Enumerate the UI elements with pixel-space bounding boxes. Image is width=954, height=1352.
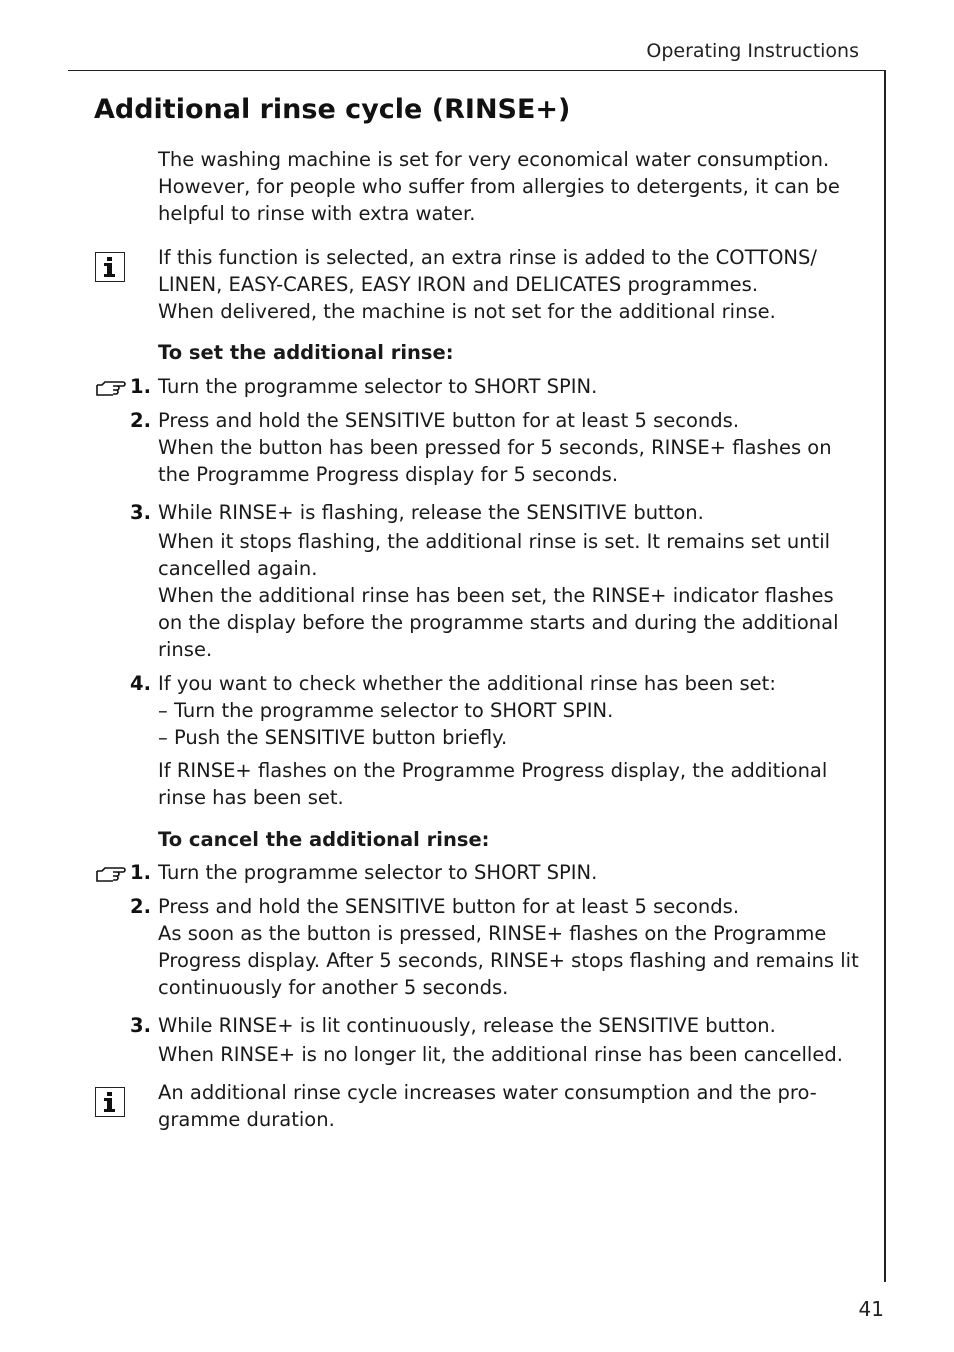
info-line: gramme duration. <box>158 1108 335 1131</box>
step-number: 3. <box>130 1014 151 1037</box>
step-number: 1. <box>130 375 151 398</box>
step-detail: If RINSE+ flashes on the Programme Progress display, the additional <box>158 759 828 782</box>
step-text: If you want to check whether the additional rinse has been set: <box>158 672 776 695</box>
intro-line: The washing machine is set for very economical water consumption. <box>158 148 830 171</box>
set-step-2 <box>158 407 858 488</box>
set-step-3 <box>158 499 858 526</box>
step-text: Press and hold the SENSITIVE button for at least 5 seconds. <box>158 895 740 918</box>
step-detail: When RINSE+ is no longer lit, the additional rinse has been cancelled. <box>158 1043 843 1066</box>
step-text: Turn the programme selector to SHORT SPIN. <box>158 861 598 884</box>
step-number: 1. <box>130 861 151 884</box>
info-note-1 <box>158 244 858 325</box>
step-text: – Turn the programme selector to SHORT SPIN. <box>158 699 614 722</box>
step-text: the Programme Progress display for 5 seconds. <box>158 463 619 486</box>
page-number: 41 <box>858 1297 884 1321</box>
info-line: When delivered, the machine is not set for the additional rinse. <box>158 300 776 323</box>
step-detail: When the additional rinse has been set, the RINSE+ indicator flashes <box>158 584 834 607</box>
margin-rule <box>884 70 886 1282</box>
header-label: Operating Instructions <box>646 40 859 62</box>
step-text: When the button has been pressed for 5 seconds, RINSE+ flashes on <box>158 436 832 459</box>
intro-line: helpful to rinse with extra water. <box>158 202 476 225</box>
info-line: If this function is selected, an extra rinse is added to the COTTONS/ <box>158 246 817 269</box>
step-text: While RINSE+ is flashing, release the SENSITIVE button. <box>158 501 704 524</box>
info-note-2 <box>158 1079 858 1133</box>
page-title: Additional rinse cycle (RINSE+) <box>94 94 571 125</box>
step-text: As soon as the button is pressed, RINSE+ flashes on the Programme <box>158 922 827 945</box>
step-number: 4. <box>130 672 151 695</box>
cancel-step-2 <box>158 893 858 1001</box>
cancel-step-1 <box>158 859 858 886</box>
step-detail: When it stops flashing, the additional rinse is set. It remains set until <box>158 530 831 553</box>
step-number: 2. <box>130 409 151 432</box>
cancel-step-3 <box>158 1012 858 1039</box>
set-heading: To set the additional rinse: <box>158 341 454 364</box>
step-text: Progress display. After 5 seconds, RINSE+ stops flashing and remains lit <box>158 949 859 972</box>
set-step-3-detail <box>158 528 858 663</box>
info-line: An additional rinse cycle increases water consumption and the pro- <box>158 1081 817 1104</box>
step-detail: rinse. <box>158 638 213 661</box>
step-detail: cancelled again. <box>158 557 318 580</box>
cancel-heading: To cancel the additional rinse: <box>158 828 490 851</box>
step-text: – Push the SENSITIVE button briefly. <box>158 726 508 749</box>
cancel-step-3-detail <box>158 1041 858 1068</box>
step-detail: on the display before the programme starts and during the additional <box>158 611 839 634</box>
step-number: 2. <box>130 895 151 918</box>
step-number: 3. <box>130 501 151 524</box>
info-line: LINEN, EASY-CARES, EASY IRON and DELICATES programmes. <box>158 273 759 296</box>
set-step-4-detail <box>158 757 858 811</box>
intro-line: However, for people who suffer from allergies to detergents, it can be <box>158 175 840 198</box>
step-text: While RINSE+ is lit continuously, release the SENSITIVE button. <box>158 1014 776 1037</box>
step-detail: rinse has been set. <box>158 786 344 809</box>
set-step-1 <box>158 373 858 400</box>
intro-paragraph <box>158 146 858 227</box>
step-text: continuously for another 5 seconds. <box>158 976 509 999</box>
info-icon <box>95 1087 125 1117</box>
info-icon <box>95 252 125 282</box>
set-step-4 <box>158 670 858 751</box>
header-rule <box>68 70 886 71</box>
step-text: Turn the programme selector to SHORT SPIN. <box>158 375 598 398</box>
step-text: Press and hold the SENSITIVE button for at least 5 seconds. <box>158 409 740 432</box>
